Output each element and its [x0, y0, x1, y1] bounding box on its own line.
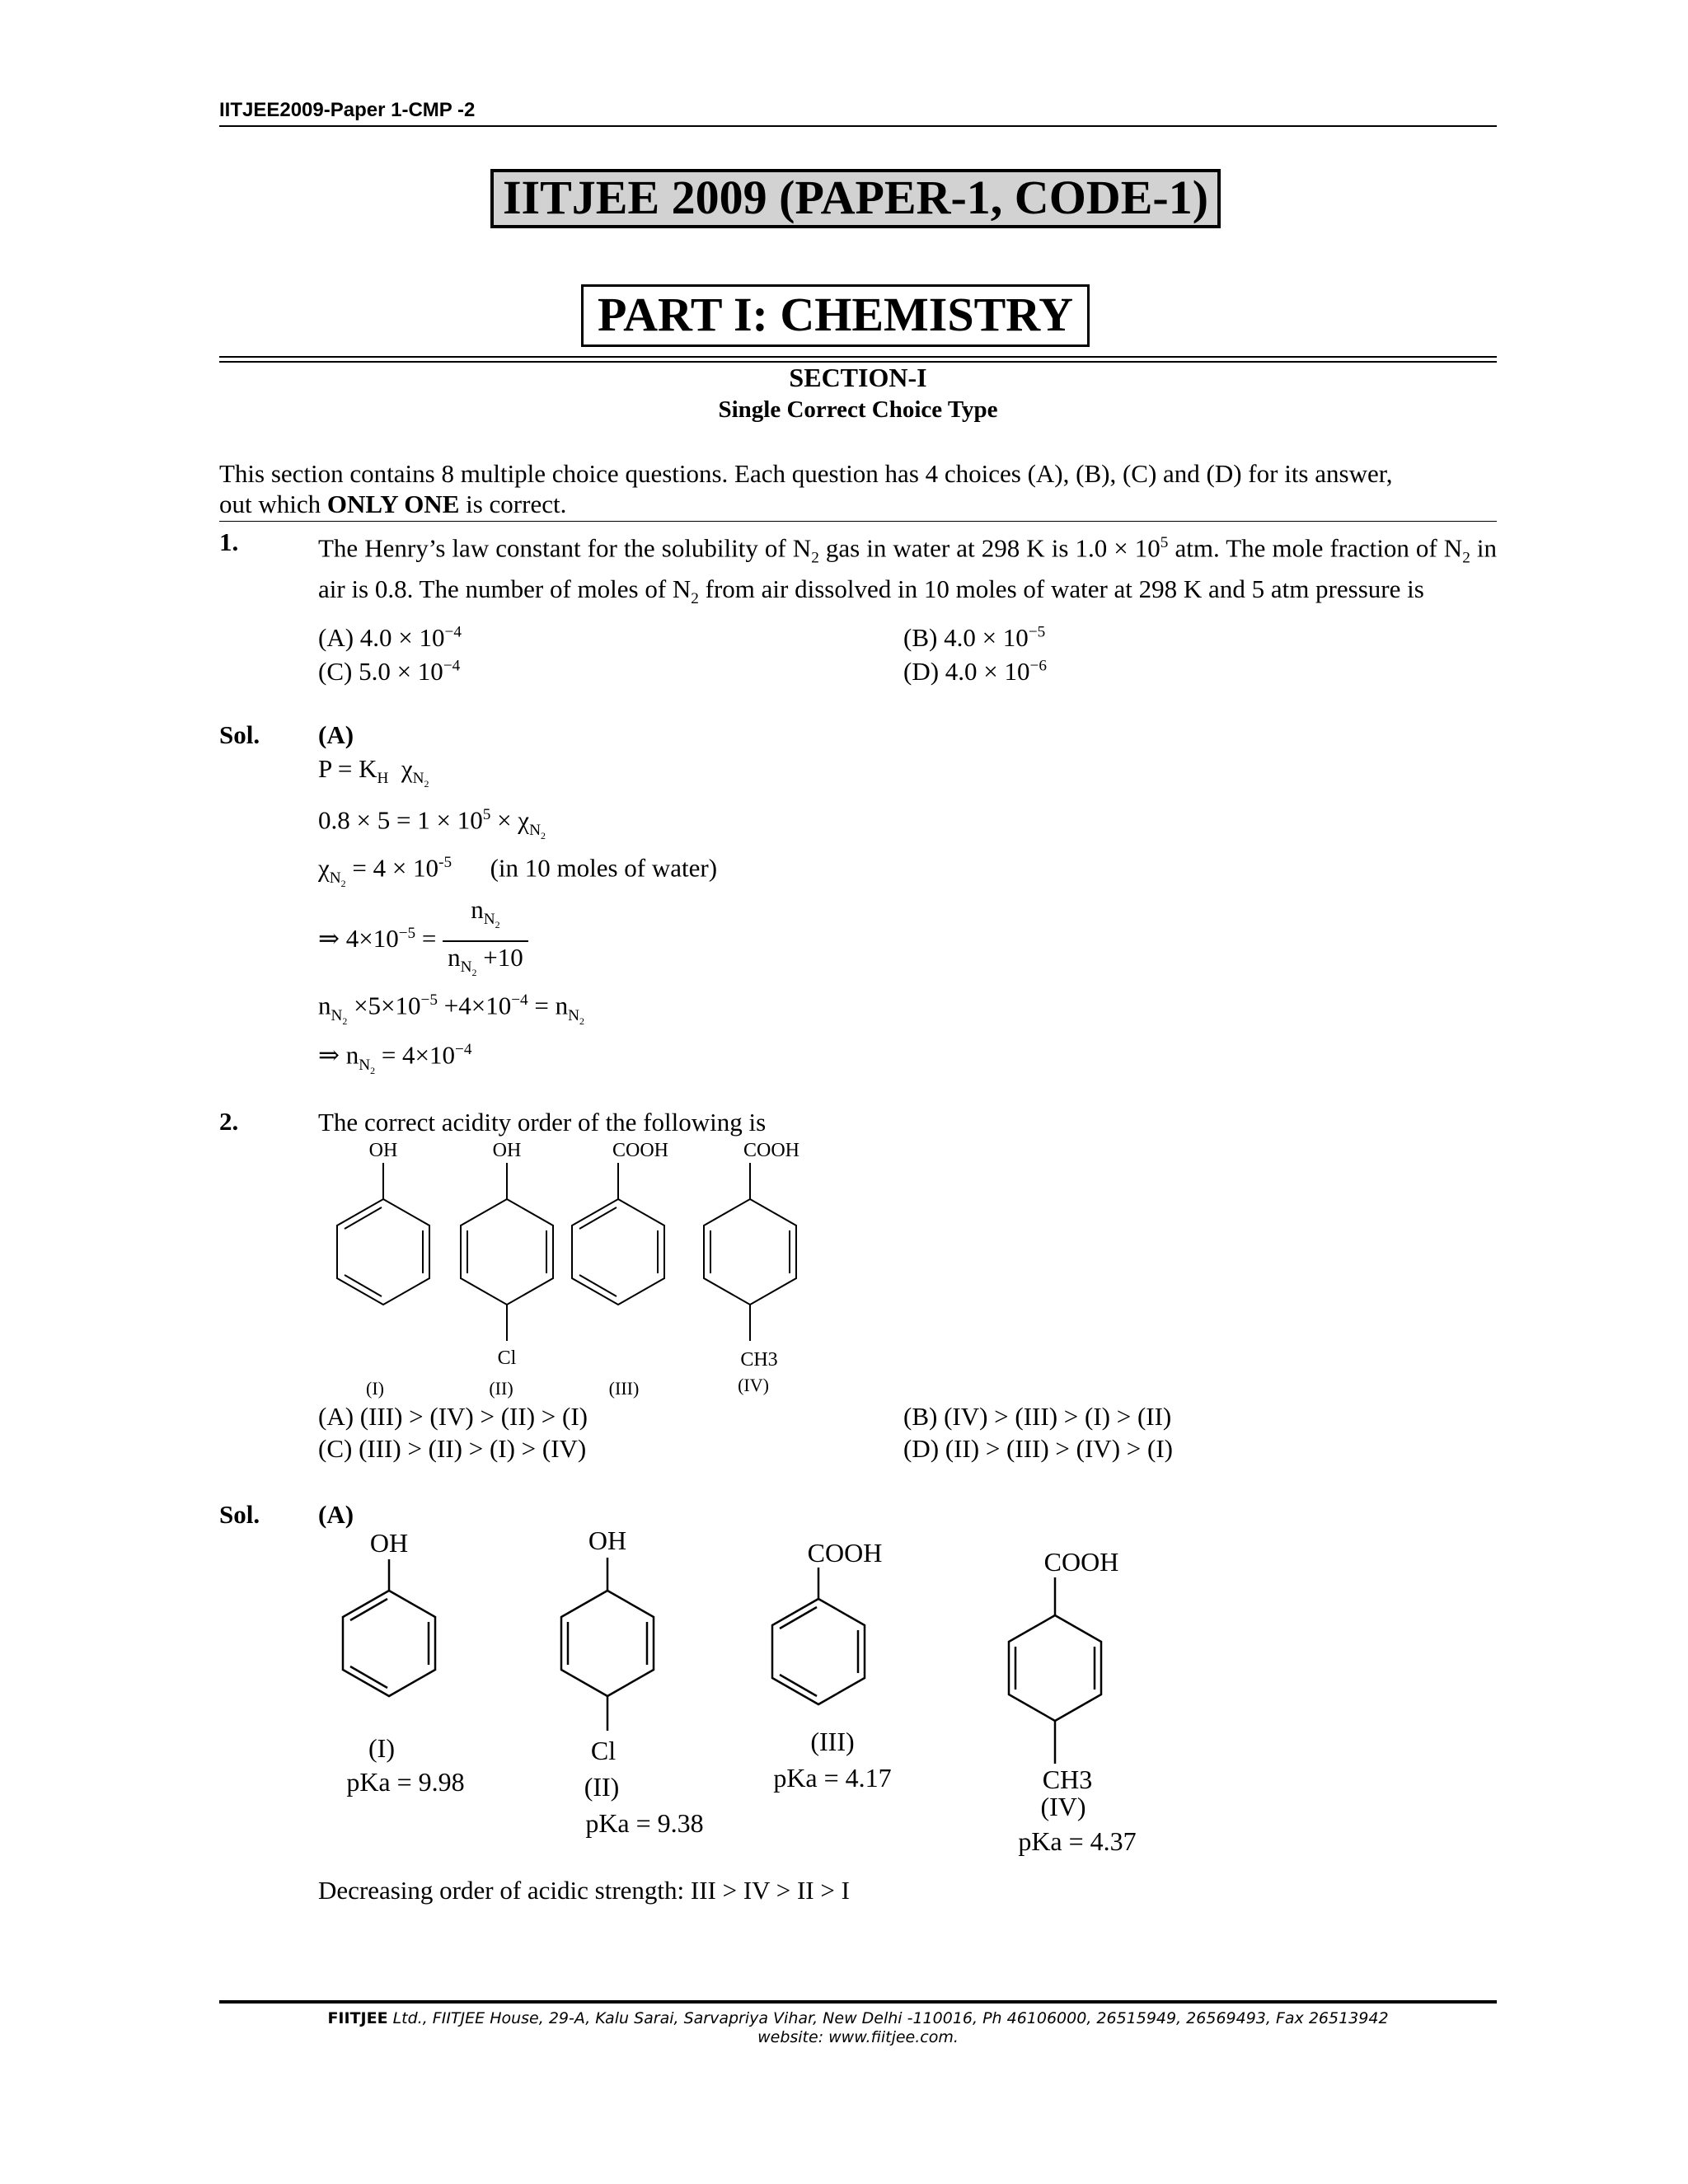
solution-1-label: Sol.: [219, 720, 260, 749]
structure-ii: [461, 1140, 553, 1399]
solution-structure-ii-substituent: Cl: [590, 1736, 617, 1765]
structure-iv: [704, 1140, 799, 1395]
instructions-only-one: ONLY ONE: [326, 490, 460, 518]
pka-i: pKa = 9.98: [346, 1767, 465, 1797]
structure-i-group: OH: [368, 1140, 398, 1161]
solution-structure-i-group: OH: [369, 1528, 409, 1558]
solution-1-answer: (A): [318, 720, 354, 749]
option-c-text: (C) 5.0 × 10: [318, 657, 443, 686]
question-2-option-a: (A) (III) > (IV) > (II) > (I): [318, 1402, 588, 1431]
solution-1-step-4: ⇒ $4\times 10^{-5}$ = $\frac{n_{N_2}}{n_{N_2} +10}$: [318, 894, 528, 988]
question-2-structures: [313, 1133, 841, 1405]
solution-1-step-6: ⇒ $n_{N_2} = 4\times 10^{-4}$: [318, 1040, 472, 1076]
option-b-exponent: −5: [1028, 623, 1046, 641]
question-2-number: 2.: [219, 1107, 239, 1136]
structure-ii-label: (II): [489, 1378, 513, 1399]
question-2-option-b: (B) (IV) > (III) > (I) > (II): [903, 1402, 1172, 1431]
footer-rule: [219, 2000, 1497, 2004]
solution-structure-i: [343, 1528, 465, 1797]
question-1-option-d: [903, 657, 1047, 687]
question-1-number: 1.: [219, 527, 239, 556]
benzene-ring-icon: [772, 1599, 865, 1704]
option-d-text: (D) 4.0 × 10: [903, 657, 1030, 686]
solution-structure-iv-label: (IV): [1040, 1792, 1086, 1821]
question-1-option-a: [318, 623, 462, 653]
running-head: IITJEE2009-Paper 1-CMP -2: [219, 99, 476, 121]
benzene-ring-icon: [343, 1591, 435, 1696]
structure-i: [337, 1140, 429, 1399]
question-2-stem: The correct acidity order of the following is: [318, 1108, 767, 1137]
solution-1-step-1: $P = K_H$ $\chi_{N_2}$: [318, 754, 429, 790]
solution-structure-ii: [561, 1526, 704, 1838]
paper-title: IITJEE 2009 (PAPER-1, CODE-1): [502, 171, 1209, 224]
instructions-line2-post: is correct.: [459, 490, 567, 518]
solution-2-conclusion: Decreasing order of acidic strength: III > IV > II > I: [318, 1876, 850, 1905]
structure-iii-group: COOH: [612, 1140, 669, 1161]
solution-1-note: (in 10 moles of water): [490, 853, 718, 883]
solution-2-structures: [313, 1525, 1179, 1871]
solution-structure-iv-substituent: CH3: [1042, 1765, 1093, 1794]
instructions-line2-pre: out which: [219, 490, 327, 518]
instructions: [219, 458, 1497, 519]
footer: [219, 2009, 1497, 2047]
section-subtitle: Single Correct Choice Type: [718, 396, 998, 423]
structure-iii: [572, 1140, 668, 1399]
benzene-ring-icon: [572, 1199, 664, 1305]
footer-brand: FIITJEE: [327, 2009, 388, 2027]
benzene-ring-icon: [337, 1199, 429, 1305]
structure-iv-substituent: CH3: [740, 1349, 778, 1371]
part-rule-top: [219, 356, 1497, 358]
solution-structure-ii-label: (II): [584, 1772, 620, 1802]
structure-ii-group: OH: [492, 1140, 522, 1161]
option-a-exponent: −4: [444, 623, 462, 641]
solution-1-step-5: $n_{N_2} \times 5\times 10^{-5} +4\times 10^{-4} = n_{N_2}$: [318, 991, 584, 1027]
part-title: PART I: CHEMISTRY: [581, 284, 1090, 347]
benzene-ring-icon: [461, 1199, 553, 1305]
solution-structure-iv: [1009, 1547, 1137, 1856]
structure-i-label: (I): [366, 1378, 384, 1399]
question-2-option-d: (D) (II) > (III) > (IV) > (I): [903, 1434, 1173, 1463]
solution-structure-ii-group: OH: [588, 1526, 627, 1555]
pka-ii: pKa = 9.38: [585, 1808, 704, 1838]
footer-address: Ltd., FIITJEE House, 29-A, Kalu Sarai, Sarvapriya Vihar, New Delhi -110016, Ph 46106000, 26515949, 26569493, Fax 26513942: [387, 2009, 1389, 2027]
question-1-option-c: [318, 657, 460, 687]
pka-iii: pKa = 4.17: [773, 1763, 892, 1793]
solution-1-step-2: $0.8 \times 5 = 1 \times 10^5 \times \chi_{N_2}$: [318, 805, 546, 841]
solution-2-answer: (A): [318, 1500, 354, 1529]
solution-structure-iii-label: (III): [810, 1727, 855, 1756]
solution-structure-iii: [772, 1538, 892, 1793]
structure-iii-label: (III): [608, 1378, 640, 1399]
option-c-exponent: −4: [443, 657, 461, 675]
instructions-line1: This section contains 8 multiple choice questions. Each question has 4 choices (A), (B), (C) and (D) for its answer,: [219, 459, 1393, 488]
structure-iv-group: COOH: [743, 1140, 800, 1161]
benzene-ring-icon: [704, 1199, 796, 1305]
solution-structure-i-label: (I): [368, 1733, 395, 1763]
question-1-stem: The Henry’s law constant for the solubility of $N_2$ gas in water at 298 K is $1.0 \times 10^5$ atm. The mole fraction of $N_2$ in air is 0.8. The number of moles of $N_2$ from air dissolved in 10 moles of water at 298 K and 5 atm pressure is: [318, 533, 1497, 607]
solution-1-step-3: $\chi_{N_2} = 4 \times 10^{-5}$ (in 10 moles of water): [318, 853, 718, 889]
question-1-option-b: [903, 623, 1045, 653]
mole-fraction: $\frac{n_{N_2}}{n_{N_2} +10}$: [443, 894, 528, 988]
solution-structure-iv-group: COOH: [1043, 1547, 1119, 1577]
option-d-exponent: −6: [1029, 657, 1047, 675]
structure-iv-label: (IV): [738, 1375, 769, 1395]
solution-structure-iii-group: COOH: [807, 1538, 883, 1568]
benzene-ring-icon: [1009, 1615, 1101, 1721]
structure-ii-substituent: Cl: [497, 1347, 517, 1369]
option-b-text: (B) 4.0 × 10: [903, 623, 1029, 652]
header-rule: [219, 125, 1497, 127]
option-a-text: (A) 4.0 × 10: [318, 623, 445, 652]
solution-2-label: Sol.: [219, 1500, 260, 1529]
paper-title-box: [490, 169, 1221, 228]
question-2-option-c: (C) (III) > (II) > (I) > (IV): [318, 1434, 587, 1463]
section-name: SECTION-I: [789, 363, 927, 392]
instructions-rule: [219, 521, 1497, 522]
pka-iv: pKa = 4.37: [1018, 1826, 1137, 1856]
footer-website: website: www.fiitjee.com.: [757, 2028, 959, 2046]
benzene-ring-icon: [561, 1591, 654, 1696]
